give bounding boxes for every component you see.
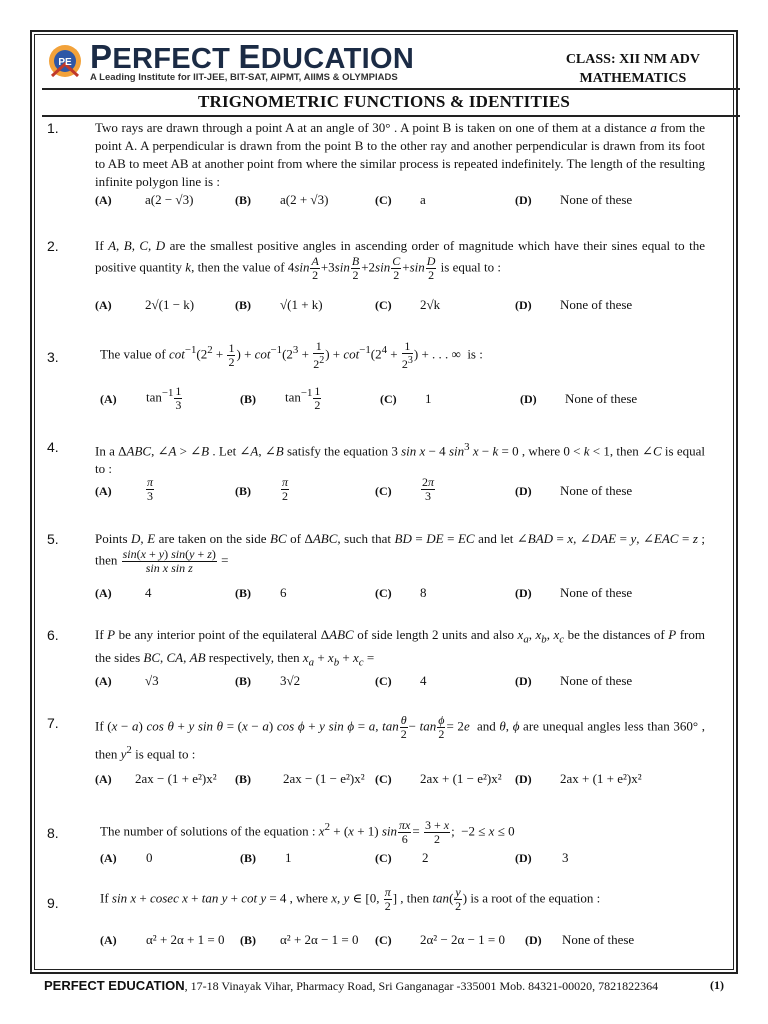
question-8 [42,818,702,868]
question-number: 8. [47,825,59,841]
institute-logo [44,42,86,84]
question-4 [42,438,705,510]
question-text: If sin x + cosec x + tan y + cot y = 4 , where x, y ∈ [0, $\frac{\pi}{2}$ ] , then tan( $\frac{y}{2}$ ) is a root of the equation : [100,885,601,913]
options: (A) 0 (B) 1 (C) 2 (D) 3 [100,850,569,865]
options: (A) 2√(1 − k) (B) √(1 + k) (C) 2√k (D) None of these [95,297,633,312]
question-text: The value of $\cot^{-1}(2^2$ + $\frac{1}{2}$ ) + $\cot^{-1}(2^3$ + $\frac{1}{2^2}$ ) + $\cot^{-1}(2^4$ + $\frac{1}{2^3}$ ) + . . . ∞ is : [100,339,483,371]
question-text: If (x − a) cos θ + y sin θ = (x − a) cos ϕ + y sin ϕ = a, tan $\frac{\theta}{2}$ − tan $\frac{\phi}{2}$ = 2e and θ, ϕ are unequal angles less than 360° , then $y^2$ is equal to : [95,713,705,762]
title-rule [42,115,740,117]
subject-line: MATHEMATICS [579,71,687,86]
question-text: In a ΔABC, ∠A > ∠B . Let ∠A, ∠B satisfy the equation 3 sin x − 4 $\sin^3 x - k = 0$ , where 0 < k < 1, then ∠C is equal to : [95,441,705,477]
question-number: 9. [47,895,59,911]
question-text: If P be any interior point of the equilateral ΔABC of side length 2 units and also $x_a$, $x_b$, $x_c$ be the distances of P from the sides BC, CA, AB respectively, then $x_a + x_b + x_c$ = [95,627,705,669]
options: (A) 2ax − (1 + e²)x² (B) 2ax − (1 − e²)x² (C) 2ax + (1 − e²)x² (D) 2ax + (1 + e²)x² [95,771,642,786]
page-title: TRIGNOMETRIC FUNCTIONS & IDENTITIES [197,92,571,111]
class-line: CLASS: XII NM ADV [565,52,700,67]
question-9 [42,886,702,956]
class-info [566,50,700,88]
question-number: 4. [47,439,59,455]
question-3 [42,340,702,420]
question-number: 6. [47,627,59,643]
question-6 [42,626,705,696]
brand-name: PERFECT EDUCATION [90,38,415,75]
logo-text: PE [58,57,72,68]
question-5 [42,530,706,605]
question-number: 3. [47,349,59,365]
question-number: 1. [47,120,59,136]
options: (A) $\tan^{-1}$ $\frac{1}{3}$ (B) $\tan^{-1}$ $\frac{1}{2}$ (C) 1 (D) None of these [100,383,638,412]
page-number: (1) [710,978,724,992]
tagline: A Leading Institute for IIT-JEE, BIT-SAT, AIPMT, AIIMS & OLYMPIADS [90,72,398,83]
question-number: 5. [47,531,59,547]
question-2 [42,237,705,317]
question-text: Two rays are drawn through a point A at an angle of 30° . A point B is taken on one of them at a distance a from the point A. A perpendicular is drawn from the point B to the other ray and another perpendicular is drawn from its foot to AB to meet AB at another point from where the similar process is repeated indefinitely. The length of the resulting infinite polygon line is : [95,120,705,189]
question-text: The number of solutions of the equation : $x^2 + (x + 1)$ sin $\frac{\pi x}{6}$ = $\frac{3 + x}{2}$ ; −2 ≤ x ≤ 0 [100,817,515,846]
question-number: 7. [47,715,59,731]
options: (A) a(2 − √3) (B) a(2 + √3) (C) a (D) None of these [95,192,633,207]
question-text: Points D, E are taken on the side BC of ΔABC, such that BD = DE = EC and let ∠BAD = x, ∠DAE = y, ∠EAC = z ; then $\frac{\sin(x + y) \sin(y + z)}{\text{sin x sin z}}$ = [95,531,706,575]
options: (A) α² + 2α + 1 = 0 (B) α² + 2α − 1 = 0 (C) 2α² − 2α − 1 = 0 (D) None of these [100,932,635,947]
options: (A) $\frac{\pi}{3}$ (B) $\frac{\pi}{2}$ (C) $\frac{2\pi}{3}$ (D) None of these [95,475,633,503]
options: (A) 4 (B) 6 (C) 8 (D) None of these [95,585,633,600]
question-number: 2. [47,238,59,254]
options: (A) √3 (B) 3√2 (C) 4 (D) None of these [95,673,633,688]
footer [44,978,724,994]
question-7 [42,713,705,794]
footer-address: , 17-18 Vinayak Vihar, Pharmacy Road, Sri Ganganagar -335001 Mob. 84321-00020, 7821822364 [184,979,659,993]
footer-org: PERFECT EDUCATION [44,978,185,993]
header-rule [42,88,740,90]
header [44,38,734,88]
question-1 [42,119,705,209]
question-text: If A, B, C, D are the smallest positive angles in ascending order of magnitude which have their sines equal to the positive quantity k, then the value of 4sin $\frac{A}{2}$ +3sin $\frac{B}{2}$ +2sin $\frac{C}{2}$ +sin $\frac{D}{2}$ is equal to : [95,238,705,282]
